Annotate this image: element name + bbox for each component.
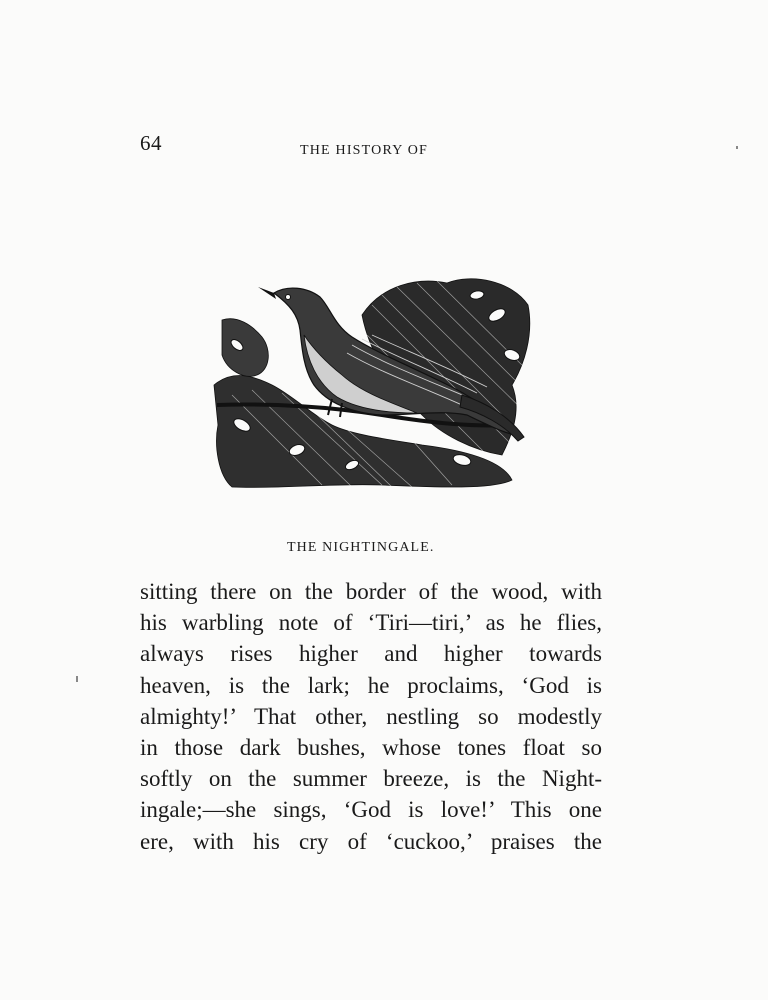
text-line: ingale;—she sings, ‘God is love!’ This one (140, 797, 602, 823)
body-text (140, 576, 602, 857)
text-line: his warbling note of ‘Tiri—tiri,’ as he flies, (140, 610, 602, 636)
text-line: sitting there on the border of the wood, with (140, 579, 602, 604)
text-line: softly on the summer breeze, is the Night- (140, 766, 602, 792)
nightingale-illustration (212, 275, 534, 497)
text-line: heaven, is the lark; he proclaims, ‘God is (140, 672, 602, 698)
page-number: 64 (140, 131, 162, 155)
text-line: ere, with his cry of ‘cuckoo,’ praises the (140, 828, 602, 854)
illustration-caption: THE NIGHTINGALE. (287, 540, 435, 555)
text-line: in those dark bushes, whose tones float so (140, 735, 602, 761)
margin-speck (736, 146, 738, 149)
text-line: always rises higher and higher towards (140, 641, 602, 667)
running-title: THE HISTORY OF (300, 143, 429, 158)
text-line: almighty!’ That other, nestling so modestly (140, 703, 602, 729)
margin-speck (76, 676, 78, 682)
